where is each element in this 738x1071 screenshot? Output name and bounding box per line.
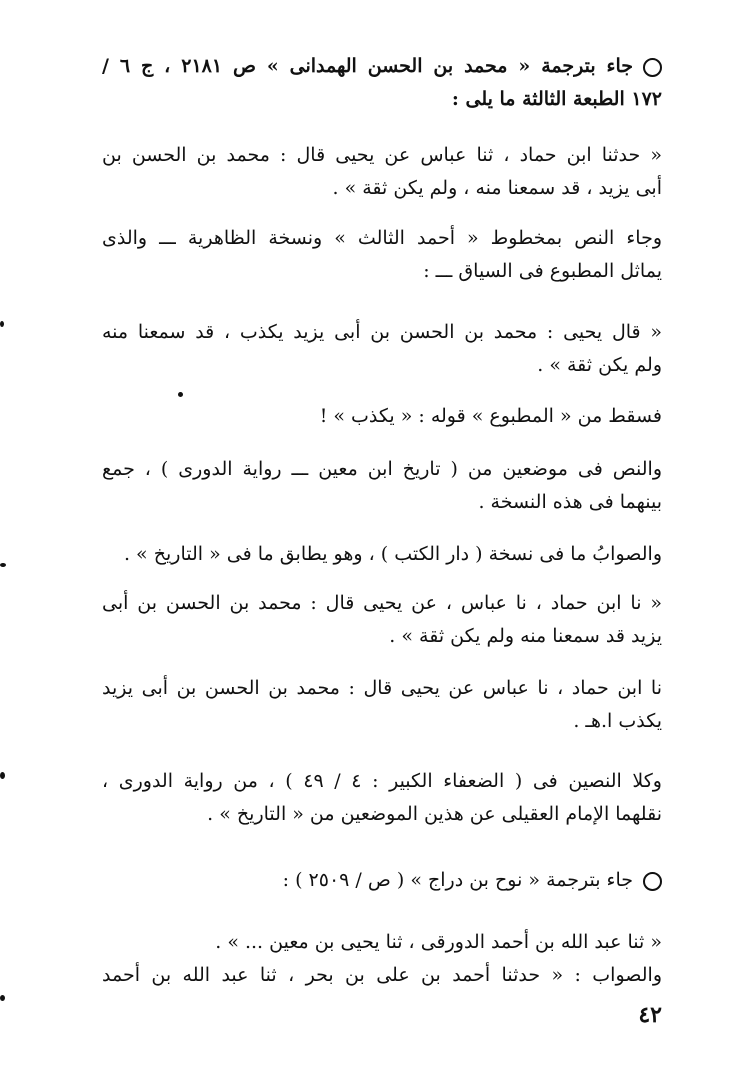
paragraph-6 (102, 453, 662, 519)
para-3-line-1: وجاء النص بمخطوط « أحمد الثالث » ونسخة الظاهرية ـــ والذى (102, 227, 662, 249)
margin-mark (0, 772, 5, 779)
paragraph-9 (102, 672, 662, 738)
para-1-line-1-text: جاء بترجمة « محمد بن الحسن الهمدانى » ص ٢١٨١ ، ج ٦ / (102, 55, 633, 77)
paragraph-3 (102, 222, 662, 288)
para-12-line-2: والصواب : « حدثنا أحمد بن على بن بحر ، ثنا عبد الله بن أحمد (102, 964, 662, 986)
paragraph-2 (102, 139, 662, 205)
para-4-line-2: ولم يكن ثقة » . (537, 354, 662, 376)
ink-speck (178, 392, 183, 397)
para-8-line-2: يزيد قد سمعنا منه ولم يكن ثقة » . (389, 625, 662, 647)
para-10-line-2: نقلهما الإمام العقيلى عن هذين الموضعين من « التاريخ » . (207, 803, 662, 825)
circle-bullet-icon (643, 872, 662, 891)
paragraph-7 (102, 538, 662, 571)
para-8-line-1: « نا ابن حماد ، نا عباس ، عن يحيى قال : محمد بن الحسن بن أبى (102, 592, 662, 614)
para-6-line-2: بينهما فى هذه النسخة . (478, 491, 662, 513)
para-9-line-1: نا ابن حماد ، نا عباس عن يحيى قال : محمد بن الحسن بن أبى يزيد (102, 677, 662, 699)
para-11-line-1-text: جاء بترجمة « نوح بن دراج » ( ص / ٢٥٠٩ ) : (282, 869, 633, 891)
margin-mark (0, 563, 6, 567)
circle-bullet-icon (643, 58, 662, 77)
para-12-line-1: « ثنا عبد الله بن أحمد الدورقى ، ثنا يحيى بن معين ... » . (215, 931, 662, 953)
para-4-line-1: « قال يحيى : محمد بن الحسن بن أبى يزيد يكذب ، قد سمعنا منه (102, 321, 662, 343)
para-1-line-1 (102, 50, 662, 83)
para-2-line-1: « حدثنا ابن حماد ، ثنا عباس عن يحيى قال : محمد بن الحسن بن (102, 144, 662, 166)
para-11-line-1 (102, 864, 662, 897)
paragraph-10 (102, 765, 662, 831)
margin-mark (0, 321, 4, 327)
para-5-line-1: فسقط من « المطبوع » قوله : « يكذب » ! (319, 405, 662, 427)
paragraph-1 (102, 50, 662, 116)
paragraph-11 (102, 864, 662, 897)
para-3-line-2: يماثل المطبوع فى السياق ـــ : (423, 260, 662, 282)
para-2-line-2: أبى يزيد ، قد سمعنا منه ، ولم يكن ثقة » . (332, 177, 662, 199)
para-9-line-2: يكذب ا.هـ . (573, 710, 662, 732)
paragraph-5 (102, 400, 662, 433)
paragraph-12 (102, 926, 662, 992)
paragraph-8 (102, 587, 662, 653)
para-1-line-2: ١٧٢ الطبعة الثالثة ما يلى : (451, 88, 662, 110)
margin-mark (0, 995, 5, 1001)
page-number: ٤٢ (638, 1002, 662, 1028)
para-6-line-1: والنص فى موضعين من ( تاريخ ابن معين ـــ رواية الدورى ) ، جمع (102, 458, 662, 480)
paragraph-4 (102, 316, 662, 382)
para-10-line-1: وكلا النصين فى ( الضعفاء الكبير : ٤ / ٤٩ ) ، من رواية الدورى ، (102, 770, 662, 792)
para-7-line-1: والصوابُ ما فى نسخة ( دار الكتب ) ، وهو يطابق ما فى « التاريخ » . (123, 543, 662, 565)
